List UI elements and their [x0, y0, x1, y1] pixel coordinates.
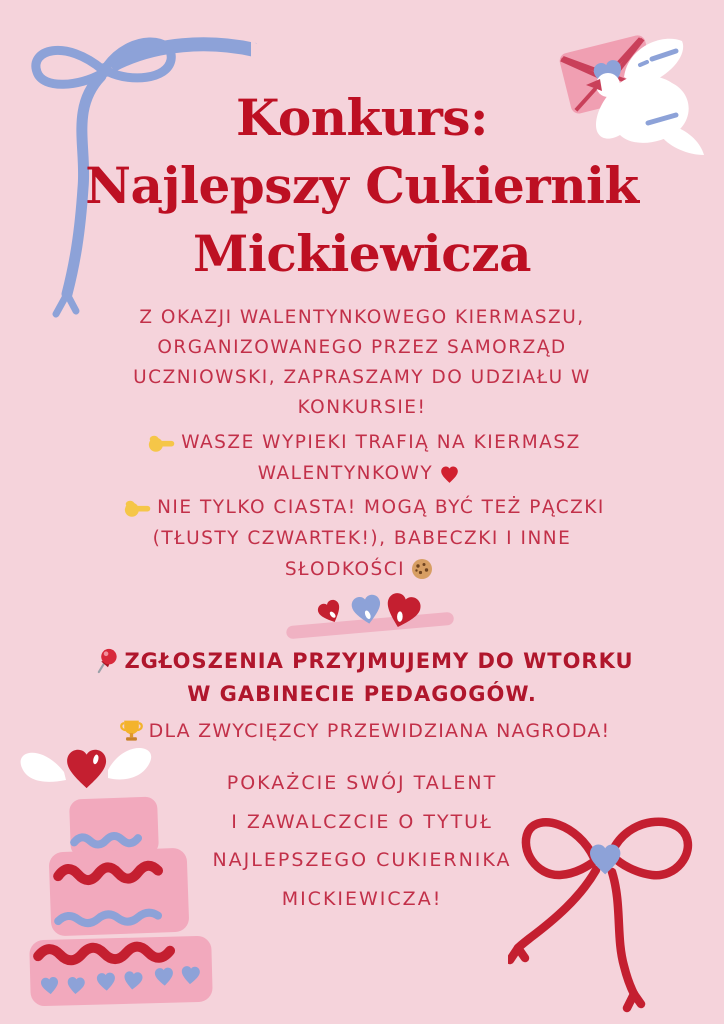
bullet-1-line-2: WALENTYNKOWY	[0, 458, 724, 489]
cookie-icon	[410, 557, 434, 581]
bullet-2-line-1: NIE TYLKO CIASTA! MOGĄ BYĆ TEŻ PĄCZKI	[0, 492, 724, 523]
announcement-line-2: W GABINECIE PEDAGOGÓW.	[187, 682, 537, 706]
title-line-2: Najlepszy Cukiernik	[85, 156, 639, 215]
poster-title	[0, 84, 724, 288]
valentine-cake-decoration	[10, 738, 225, 1013]
intro-line-1: Z OKAZJI WALENTYNKOWEGO KIERMASZU,	[139, 307, 585, 328]
bullet-1-line-1: WASZE WYPIEKI TRAFIĄ NA KIERMASZ	[0, 427, 724, 458]
title-line-1: Konkurs:	[235, 88, 488, 147]
bullet-2-line-2: (TŁUSTY CZWARTEK!), BABECZKI I INNE	[152, 528, 572, 549]
intro-paragraph	[0, 303, 724, 423]
closing-line-2: I ZAWALCZCIE O TYTUŁ	[231, 810, 493, 833]
prize-line: DLA ZWYCIĘZCY PRZEWIDZIANA NAGRODA!	[0, 716, 724, 746]
announcement	[0, 645, 724, 711]
pushpin-icon	[95, 647, 119, 674]
red-heart-icon	[438, 464, 461, 485]
bullet-list	[0, 427, 724, 585]
three-hearts-divider-decoration	[284, 583, 456, 653]
pointing-finger-icon	[124, 497, 152, 519]
red-ribbon-bow-decoration	[508, 786, 713, 1021]
closing-line-4: MICKIEWICZA!	[281, 887, 443, 910]
pointing-finger-icon	[148, 432, 176, 454]
winged-heart-icon	[67, 750, 106, 788]
bullet-2-line-3: SŁODKOŚCI	[0, 554, 724, 585]
closing-line-3: NAJLEPSZEGO CUKIERNIKA	[212, 849, 512, 871]
intro-line-4: KONKURSIE!	[297, 397, 427, 418]
announcement-line-1: ZGŁOSZENIA PRZYJMUJEMY DO WTORKU	[0, 645, 724, 678]
intro-line-3: UCZNIOWSKI, ZAPRASZAMY DO UDZIAŁU W	[133, 367, 591, 388]
closing-line-1: POKAŻCIE SWÓJ TALENT	[226, 772, 498, 794]
title-line-3: Mickiewicza	[192, 224, 531, 283]
intro-line-2: ORGANIZOWANEGO PRZEZ SAMORZĄD	[157, 337, 567, 358]
